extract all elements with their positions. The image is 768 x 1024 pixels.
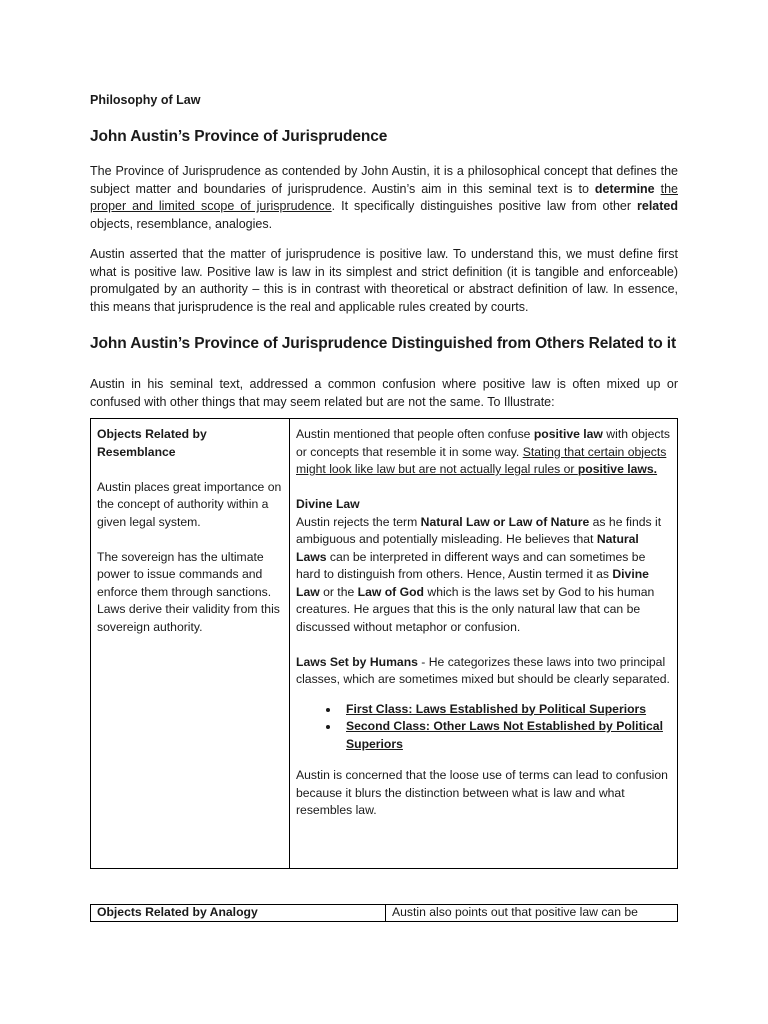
analogy-left-cell: Objects Related by Analogy <box>91 905 386 922</box>
analogy-right-cell: Austin also points out that positive law can be <box>386 905 678 922</box>
paragraph-illustrate: Austin in his seminal text, addressed a common confusion where positive law is often mixed up or confused with other things that may seem related but are not the same. To Illustrate: <box>90 377 678 409</box>
resemblance-cell-title: Objects Related by Resemblance <box>97 427 207 459</box>
section-heading-province: John Austin’s Province of Jurisprudence <box>90 128 388 145</box>
sovereign-text: The sovereign has the ultimate power to issue commands and enforce them through sanctions. Laws derive their validity from this sovereign authority. <box>97 549 280 634</box>
list-item: • Second Class: Other Laws Not Established by Political Superiors <box>340 718 671 753</box>
laws-by-humans-text: Laws Set by Humans - He categorizes these laws into two principal classes, which are sometimes mixed but should be clearly separated. <box>296 654 670 686</box>
resemblance-right-cell <box>290 419 678 869</box>
section-heading-distinguished: John Austin’s Province of Jurisprudence Distinguished from Others Related to it <box>90 335 677 352</box>
law-classes-list <box>296 701 671 754</box>
authority-text: Austin places great importance on the concept of authority within a given legal system. <box>97 479 282 529</box>
document-subject-title: Philosophy of Law <box>90 93 201 107</box>
list-item: • First Class: Laws Established by Political Superiors <box>340 701 671 719</box>
paragraph-positive-law: Austin asserted that the matter of jurisprudence is positive law. To understand this, we must define first what is positive law. Positive law is law in its simplest and strict definition (it is tangible and enforceable) promulgated by an authority – this is in contrast with theoretical or abstract definition of law. In essence, this means that jurisprudence is the real and applicable rules created by courts. <box>90 247 678 314</box>
resemblance-intro: Austin mentioned that people often confuse positive law with objects or concepts that resemble it in some way. Stating that certain objects might look like law but are not actually legal rules or positive laws. <box>296 427 670 476</box>
paragraph-intro: The Province of Jurisprudence as contended by John Austin, it is a philosophical concept that defines the subject matter and boundaries of jurisprudence. Austin’s aim in this seminal text is to determine the proper and limited scope of jurisprudence. It specifically distinguishes positive law from other related objects, resemblance, analogies. <box>90 164 678 231</box>
resemblance-left-cell <box>91 419 290 869</box>
divine-law-title: Divine Law <box>296 497 360 511</box>
resemblance-table <box>90 418 678 869</box>
analogy-table <box>90 904 678 922</box>
divine-law-text: Austin rejects the term Natural Law or Law of Nature as he finds it ambiguous and potentially misleading. He believes that Natural Laws can be interpreted in different ways and can sometimes be hard to distinguish from others. Hence, Austin termed it as Divine Law or the Law of God which is the laws set by God to his human creatures. He argues that this is the only natural law that can be discussed without metaphor or confusion. <box>296 514 662 634</box>
closing-text: Austin is concerned that the loose use of terms can lead to confusion because it blurs the distinction between what is law and what resembles law. <box>296 768 668 817</box>
